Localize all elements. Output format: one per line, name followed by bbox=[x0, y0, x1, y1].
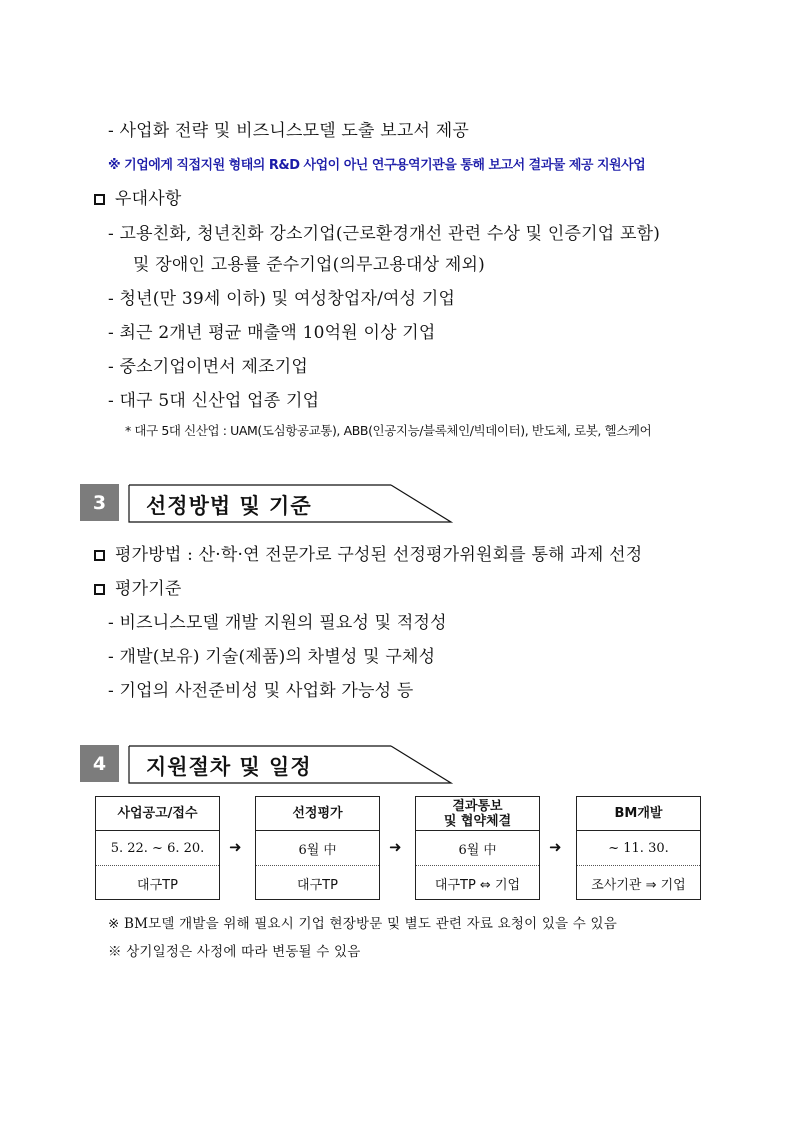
intro-note: ※ 기업에게 직접지원 형태의 R&D 사업이 아닌 연구용역기관을 통해 보고서 결과물 제공 지원사업 bbox=[108, 158, 646, 173]
preference-item-2: - 청년(만 39세 이하) 및 여성창업자/여성 기업 bbox=[108, 289, 456, 309]
step-title: 선정평가 bbox=[256, 797, 379, 831]
arrow-right-icon: ➜ bbox=[229, 838, 242, 856]
criteria-item-1: - 비즈니스모델 개발 지원의 필요성 및 적정성 bbox=[108, 613, 447, 633]
checkbox-square-icon bbox=[94, 550, 105, 561]
preference-item-1-cont: 및 장애인 고용률 준수기업(의무고용대상 제외) bbox=[133, 255, 485, 275]
arrow-right-icon: ➜ bbox=[389, 838, 402, 856]
schedule-note-1: ※ BM모델 개발을 위해 필요시 기업 현장방문 및 별도 관련 자료 요청이 있을 수 있음 bbox=[108, 916, 618, 932]
section-3-method bbox=[94, 540, 642, 565]
step-title bbox=[416, 797, 539, 831]
preference-item-5: - 대구 5대 신산업 업종 기업 bbox=[108, 391, 320, 411]
step-title: BM개발 bbox=[577, 797, 700, 831]
preference-item-1: - 고용친화, 청년친화 강소기업(근로환경개선 관련 수상 및 인증기업 포함) bbox=[108, 224, 661, 244]
step-date: 6월 中 bbox=[256, 831, 379, 866]
schedule-note-2: ※ 상기일정은 사정에 따라 변동될 수 있음 bbox=[108, 944, 361, 960]
step-actor: 조사기관 ⇒ 기업 bbox=[591, 877, 686, 893]
preference-item-3: - 최근 2개년 평균 매출액 10억원 이상 기업 bbox=[108, 323, 436, 343]
section-3-title: 선정방법 및 기준 bbox=[146, 494, 312, 518]
checkbox-square-icon bbox=[94, 584, 105, 595]
step-date: ~ 11. 30. bbox=[577, 831, 700, 866]
arrow-right-icon: ➜ bbox=[549, 838, 562, 856]
checkbox-square-icon bbox=[94, 194, 105, 205]
step-actor: 대구TP ⇔ 기업 bbox=[434, 877, 521, 893]
step-title: 사업공고/접수 bbox=[96, 797, 219, 831]
step-date: 5. 22. ~ 6. 20. bbox=[96, 831, 219, 866]
step-box-evaluation bbox=[255, 796, 380, 900]
preference-footnote: * 대구 5대 신산업 : UAM(도심항공교통), ABB(인공지능/블록체인/빅데이터), 반도체, 로봇, 헬스케어 bbox=[125, 423, 652, 438]
section-3-number: 3 bbox=[80, 484, 119, 521]
criteria-item-3: - 기업의 사전준비성 및 사업화 가능성 등 bbox=[108, 681, 414, 701]
step-box-bm-development bbox=[576, 796, 701, 900]
section-4-number: 4 bbox=[80, 745, 119, 782]
step-box-application bbox=[95, 796, 220, 900]
preference-heading bbox=[94, 184, 182, 209]
step-title-line-2: 및 협약체결 bbox=[443, 813, 512, 829]
criteria-item-2: - 개발(보유) 기술(제품)의 차별성 및 구체성 bbox=[108, 647, 436, 667]
section-3-criteria-heading bbox=[94, 574, 182, 599]
step-box-agreement bbox=[415, 796, 540, 900]
step-title-line-1: 결과통보 bbox=[452, 798, 503, 814]
preference-title: 우대사항 bbox=[115, 189, 182, 209]
method-text: 평가방법 : 산·학·연 전문가로 구성된 선정평가위원회를 통해 과제 선정 bbox=[115, 545, 643, 565]
intro-item-report: - 사업화 전략 및 비즈니스모델 도출 보고서 제공 bbox=[108, 121, 469, 141]
step-date: 6월 中 bbox=[416, 831, 539, 866]
preference-item-4: - 중소기업이면서 제조기업 bbox=[108, 357, 308, 377]
step-actor: 대구TP bbox=[137, 877, 178, 893]
step-actor: 대구TP bbox=[297, 877, 338, 893]
criteria-title: 평가기준 bbox=[115, 579, 182, 599]
section-4-title: 지원절차 및 일정 bbox=[146, 755, 312, 779]
